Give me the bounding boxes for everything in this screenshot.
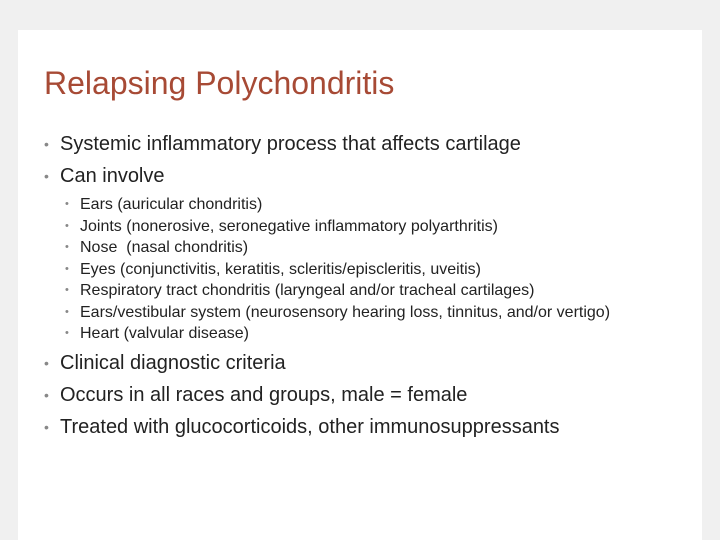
sub-bullet-dot-icon: • <box>65 198 69 210</box>
bullet-text: Clinical diagnostic criteria <box>60 351 286 374</box>
bullet-text: Treated with glucocorticoids, other immunosuppressants <box>60 415 560 438</box>
slide-body <box>44 128 694 443</box>
sub-bullet-eyes <box>44 259 694 281</box>
right-decor-band <box>702 30 720 540</box>
sub-bullet-text: Heart (valvular disease) <box>80 325 249 342</box>
bullet-dot-icon: • <box>44 136 49 152</box>
bullet-dot-icon: • <box>44 354 49 371</box>
sub-bullet-nose <box>44 237 694 259</box>
bullet-text: Occurs in all races and groups, male = female <box>60 383 468 406</box>
bullet-dot-icon: • <box>44 168 49 184</box>
sub-bullet-ears <box>44 194 694 216</box>
left-decor-band <box>0 30 18 540</box>
bullet-criteria <box>44 347 694 379</box>
sub-bullet-text: Nose (nasal chondritis) <box>80 239 249 256</box>
sub-bullet-text: Joints (nonerosive, seronegative inflammatory polyarthritis) <box>80 217 498 235</box>
bullet-text: Systemic inflammatory process that affects cartilage <box>60 133 521 155</box>
sub-bullet-text: Respiratory tract chondritis (laryngeal and/or tracheal cartilages) <box>80 282 535 299</box>
bullet-text: Can involve <box>60 165 165 187</box>
sub-bullet-text: Ears/vestibular system (neurosensory hearing loss, tinnitus, and/or vertigo) <box>80 303 611 321</box>
sub-bullet-list <box>44 192 694 347</box>
slide-title: Relapsing Polychondritis <box>44 65 395 101</box>
sub-bullet-dot-icon: • <box>65 305 69 318</box>
bullet-dot-icon: • <box>44 418 49 435</box>
sub-bullet-dot-icon: • <box>65 241 69 253</box>
bullet-dot-icon: • <box>44 386 49 403</box>
sub-bullet-joints <box>44 216 694 238</box>
bullet-systemic <box>44 128 694 160</box>
bullet-occurs <box>44 379 694 411</box>
sub-bullet-text: Eyes (conjunctivitis, keratitis, scleritis/episcleritis, uveitis) <box>80 260 481 278</box>
sub-bullet-vestibular <box>44 302 680 324</box>
sub-bullet-dot-icon: • <box>65 284 69 296</box>
bullet-can-involve <box>44 160 694 192</box>
sub-bullet-respiratory <box>44 280 694 302</box>
bullet-treated <box>44 411 694 443</box>
sub-bullet-text: Ears (auricular chondritis) <box>80 196 263 213</box>
top-decor-band <box>0 0 720 30</box>
sub-bullet-dot-icon: • <box>65 262 69 275</box>
sub-bullet-dot-icon: • <box>65 327 69 339</box>
sub-bullet-heart <box>44 323 694 345</box>
sub-bullet-dot-icon: • <box>65 219 69 232</box>
